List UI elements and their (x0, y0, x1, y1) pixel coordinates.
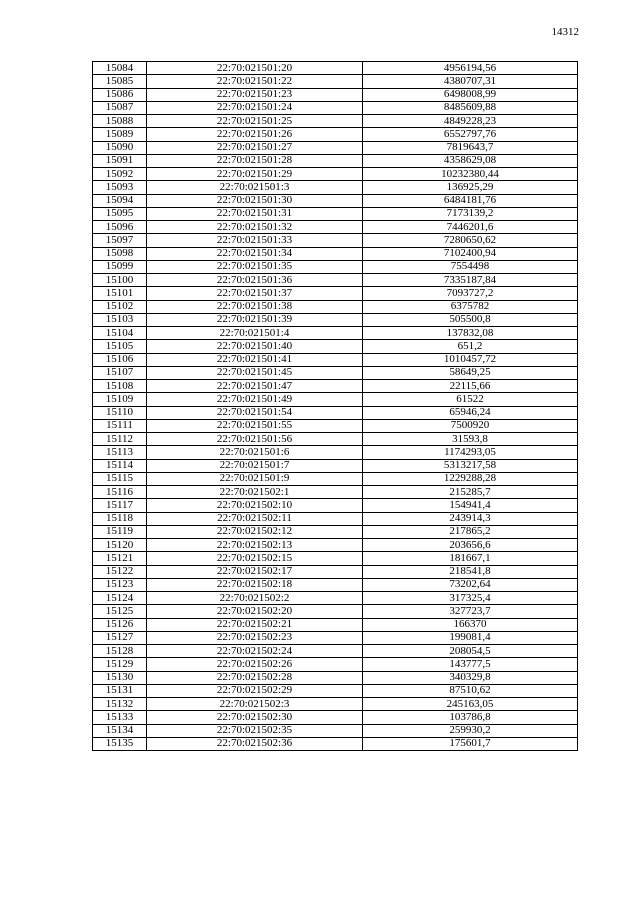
table-row (93, 115, 578, 128)
row-number-cell: 15118 (93, 512, 147, 525)
cadastral-number-cell: 22:70:021502:12 (147, 525, 363, 538)
row-number-cell: 15112 (93, 433, 147, 446)
table-row (93, 724, 578, 737)
table-row (93, 671, 578, 684)
row-number-cell: 15100 (93, 274, 147, 287)
cadastral-number-cell: 22:70:021501:31 (147, 207, 363, 220)
cadastral-number-cell: 22:70:021501:49 (147, 393, 363, 406)
cadastral-value-cell: 7093727,2 (363, 287, 578, 300)
cadastral-value-cell: 137832,08 (363, 327, 578, 340)
cadastral-value-cell: 1229288,28 (363, 472, 578, 485)
table-row (93, 274, 578, 287)
table-row (93, 645, 578, 658)
table-row (93, 512, 578, 525)
cadastral-value-cell: 5313217,58 (363, 459, 578, 472)
cadastral-number-cell: 22:70:021501:25 (147, 115, 363, 128)
cadastral-number-cell: 22:70:021502:35 (147, 724, 363, 737)
table-row (93, 618, 578, 631)
cadastral-value-cell: 1174293,05 (363, 446, 578, 459)
row-number-cell: 15132 (93, 698, 147, 711)
cadastral-number-cell: 22:70:021501:23 (147, 88, 363, 101)
row-number-cell: 15096 (93, 221, 147, 234)
row-number-cell: 15124 (93, 592, 147, 605)
table-row (93, 499, 578, 512)
cadastral-value-cell: 7335187,84 (363, 274, 578, 287)
cadastral-value-cell: 218541,8 (363, 565, 578, 578)
cadastral-number-cell: 22:70:021502:10 (147, 499, 363, 512)
cadastral-number-cell: 22:70:021502:23 (147, 631, 363, 644)
table-row (93, 592, 578, 605)
cadastral-value-cell: 22115,66 (363, 380, 578, 393)
row-number-cell: 15113 (93, 446, 147, 459)
table-row (93, 221, 578, 234)
cadastral-number-cell: 22:70:021501:30 (147, 194, 363, 207)
row-number-cell: 15098 (93, 247, 147, 260)
row-number-cell: 15125 (93, 605, 147, 618)
cadastral-number-cell: 22:70:021501:27 (147, 141, 363, 154)
cadastral-number-cell: 22:70:021501:3 (147, 181, 363, 194)
row-number-cell: 15111 (93, 419, 147, 432)
cadastral-value-cell: 6498008,99 (363, 88, 578, 101)
cadastral-value-cell: 166370 (363, 618, 578, 631)
cadastral-number-cell: 22:70:021501:41 (147, 353, 363, 366)
cadastral-value-cell: 217865,2 (363, 525, 578, 538)
row-number-cell: 15103 (93, 313, 147, 326)
cadastral-number-cell: 22:70:021502:17 (147, 565, 363, 578)
cadastral-number-cell: 22:70:021501:6 (147, 446, 363, 459)
cadastral-value-cell: 87510,62 (363, 684, 578, 697)
cadastral-value-cell: 6552797,76 (363, 128, 578, 141)
cadastral-number-cell: 22:70:021502:30 (147, 711, 363, 724)
table-row (93, 446, 578, 459)
row-number-cell: 15134 (93, 724, 147, 737)
cadastral-number-cell: 22:70:021501:28 (147, 154, 363, 167)
table-row (93, 605, 578, 618)
table-row (93, 247, 578, 260)
cadastral-number-cell: 22:70:021501:29 (147, 168, 363, 181)
table-row (93, 101, 578, 114)
cadastral-number-cell: 22:70:021502:1 (147, 486, 363, 499)
cadastral-number-cell: 22:70:021501:24 (147, 101, 363, 114)
cadastral-value-cell: 4358629,08 (363, 154, 578, 167)
cadastral-number-cell: 22:70:021501:35 (147, 260, 363, 273)
table-row (93, 154, 578, 167)
row-number-cell: 15093 (93, 181, 147, 194)
table-row (93, 406, 578, 419)
table-row (93, 62, 578, 75)
cadastral-value-cell: 7280650,62 (363, 234, 578, 247)
table-row (93, 433, 578, 446)
cadastral-number-cell: 22:70:021502:3 (147, 698, 363, 711)
row-number-cell: 15087 (93, 101, 147, 114)
table-body (93, 62, 578, 751)
row-number-cell: 15131 (93, 684, 147, 697)
cadastral-value-cell: 317325,4 (363, 592, 578, 605)
cadastral-value-cell: 505500,8 (363, 313, 578, 326)
row-number-cell: 15117 (93, 499, 147, 512)
row-number-cell: 15091 (93, 154, 147, 167)
cadastral-number-cell: 22:70:021501:40 (147, 340, 363, 353)
row-number-cell: 15106 (93, 353, 147, 366)
cadastral-number-cell: 22:70:021501:36 (147, 274, 363, 287)
row-number-cell: 15107 (93, 366, 147, 379)
table-row (93, 698, 578, 711)
cadastral-value-cell: 8485609,88 (363, 101, 578, 114)
cadastral-value-cell: 199081,4 (363, 631, 578, 644)
cadastral-number-cell: 22:70:021502:2 (147, 592, 363, 605)
cadastral-number-cell: 22:70:021501:37 (147, 287, 363, 300)
row-number-cell: 15109 (93, 393, 147, 406)
cadastral-number-cell: 22:70:021502:29 (147, 684, 363, 697)
row-number-cell: 15088 (93, 115, 147, 128)
table-row (93, 380, 578, 393)
table-row (93, 168, 578, 181)
cadastral-value-cell: 154941,4 (363, 499, 578, 512)
cadastral-value-table (92, 61, 578, 751)
row-number-cell: 15123 (93, 578, 147, 591)
cadastral-value-cell: 208054,5 (363, 645, 578, 658)
cadastral-number-cell: 22:70:021502:20 (147, 605, 363, 618)
table-row (93, 419, 578, 432)
table-row (93, 340, 578, 353)
row-number-cell: 15135 (93, 737, 147, 750)
table-row (93, 539, 578, 552)
cadastral-value-cell: 7554498 (363, 260, 578, 273)
row-number-cell: 15086 (93, 88, 147, 101)
table-row (93, 737, 578, 750)
row-number-cell: 15101 (93, 287, 147, 300)
cadastral-value-cell: 340329,8 (363, 671, 578, 684)
cadastral-number-cell: 22:70:021502:18 (147, 578, 363, 591)
cadastral-number-cell: 22:70:021502:36 (147, 737, 363, 750)
cadastral-number-cell: 22:70:021501:56 (147, 433, 363, 446)
cadastral-value-cell: 73202,64 (363, 578, 578, 591)
table-row (93, 658, 578, 671)
table-row (93, 711, 578, 724)
table-row (93, 181, 578, 194)
table-row (93, 287, 578, 300)
cadastral-value-cell: 4849228,23 (363, 115, 578, 128)
table-row (93, 300, 578, 313)
table-row (93, 631, 578, 644)
cadastral-value-cell: 203656,6 (363, 539, 578, 552)
table-row (93, 128, 578, 141)
cadastral-value-cell: 10232380,44 (363, 168, 578, 181)
table-row (93, 366, 578, 379)
cadastral-number-cell: 22:70:021501:54 (147, 406, 363, 419)
cadastral-value-cell: 7446201,6 (363, 221, 578, 234)
cadastral-number-cell: 22:70:021501:34 (147, 247, 363, 260)
row-number-cell: 15095 (93, 207, 147, 220)
table-row (93, 552, 578, 565)
cadastral-value-cell: 65946,24 (363, 406, 578, 419)
row-number-cell: 15114 (93, 459, 147, 472)
cadastral-number-cell: 22:70:021501:26 (147, 128, 363, 141)
cadastral-value-cell: 215285,7 (363, 486, 578, 499)
cadastral-number-cell: 22:70:021501:9 (147, 472, 363, 485)
row-number-cell: 15110 (93, 406, 147, 419)
row-number-cell: 15089 (93, 128, 147, 141)
table-row (93, 313, 578, 326)
row-number-cell: 15120 (93, 539, 147, 552)
row-number-cell: 15104 (93, 327, 147, 340)
cadastral-value-cell: 143777,5 (363, 658, 578, 671)
cadastral-value-cell: 259930,2 (363, 724, 578, 737)
cadastral-number-cell: 22:70:021501:33 (147, 234, 363, 247)
cadastral-value-cell: 243914,3 (363, 512, 578, 525)
cadastral-value-cell: 181667,1 (363, 552, 578, 565)
table-row (93, 75, 578, 88)
cadastral-number-cell: 22:70:021501:39 (147, 313, 363, 326)
row-number-cell: 15084 (93, 62, 147, 75)
cadastral-number-cell: 22:70:021501:7 (147, 459, 363, 472)
cadastral-number-cell: 22:70:021501:55 (147, 419, 363, 432)
cadastral-value-cell: 7500920 (363, 419, 578, 432)
cadastral-number-cell: 22:70:021501:20 (147, 62, 363, 75)
cadastral-value-cell: 4956194,56 (363, 62, 578, 75)
row-number-cell: 15116 (93, 486, 147, 499)
row-number-cell: 15097 (93, 234, 147, 247)
row-number-cell: 15102 (93, 300, 147, 313)
table-row (93, 525, 578, 538)
cadastral-number-cell: 22:70:021501:4 (147, 327, 363, 340)
cadastral-number-cell: 22:70:021502:15 (147, 552, 363, 565)
cadastral-value-cell: 4380707,31 (363, 75, 578, 88)
table-row (93, 486, 578, 499)
row-number-cell: 15099 (93, 260, 147, 273)
cadastral-value-cell: 245163,05 (363, 698, 578, 711)
cadastral-number-cell: 22:70:021502:13 (147, 539, 363, 552)
row-number-cell: 15105 (93, 340, 147, 353)
row-number-cell: 15108 (93, 380, 147, 393)
row-number-cell: 15129 (93, 658, 147, 671)
cadastral-value-cell: 58649,25 (363, 366, 578, 379)
row-number-cell: 15094 (93, 194, 147, 207)
cadastral-number-cell: 22:70:021501:22 (147, 75, 363, 88)
cadastral-number-cell: 22:70:021501:32 (147, 221, 363, 234)
cadastral-number-cell: 22:70:021502:21 (147, 618, 363, 631)
row-number-cell: 15133 (93, 711, 147, 724)
table-row (93, 684, 578, 697)
row-number-cell: 15130 (93, 671, 147, 684)
cadastral-number-cell: 22:70:021501:38 (147, 300, 363, 313)
cadastral-value-cell: 651,2 (363, 340, 578, 353)
cadastral-value-cell: 6375782 (363, 300, 578, 313)
table-row (93, 459, 578, 472)
cadastral-value-cell: 7173139,2 (363, 207, 578, 220)
table-row (93, 141, 578, 154)
table-row (93, 88, 578, 101)
row-number-cell: 15121 (93, 552, 147, 565)
cadastral-value-cell: 6484181,76 (363, 194, 578, 207)
page-number: 14312 (551, 26, 579, 38)
cadastral-number-cell: 22:70:021502:26 (147, 658, 363, 671)
cadastral-value-cell: 7819643,7 (363, 141, 578, 154)
table-row (93, 207, 578, 220)
cadastral-value-cell: 327723,7 (363, 605, 578, 618)
cadastral-number-cell: 22:70:021502:11 (147, 512, 363, 525)
cadastral-value-cell: 1010457,72 (363, 353, 578, 366)
row-number-cell: 15085 (93, 75, 147, 88)
row-number-cell: 15127 (93, 631, 147, 644)
table-row (93, 260, 578, 273)
cadastral-value-cell: 61522 (363, 393, 578, 406)
table-row (93, 194, 578, 207)
table-row (93, 565, 578, 578)
row-number-cell: 15092 (93, 168, 147, 181)
table-row (93, 472, 578, 485)
table-row (93, 234, 578, 247)
cadastral-value-cell: 136925,29 (363, 181, 578, 194)
cadastral-number-cell: 22:70:021501:45 (147, 366, 363, 379)
row-number-cell: 15090 (93, 141, 147, 154)
row-number-cell: 15119 (93, 525, 147, 538)
row-number-cell: 15122 (93, 565, 147, 578)
cadastral-value-cell: 175601,7 (363, 737, 578, 750)
cadastral-value-cell: 103786,8 (363, 711, 578, 724)
cadastral-value-cell: 31593,8 (363, 433, 578, 446)
row-number-cell: 15128 (93, 645, 147, 658)
cadastral-number-cell: 22:70:021502:28 (147, 671, 363, 684)
cadastral-value-cell: 7102400,94 (363, 247, 578, 260)
table-row (93, 578, 578, 591)
table-row (93, 327, 578, 340)
cadastral-number-cell: 22:70:021501:47 (147, 380, 363, 393)
row-number-cell: 15115 (93, 472, 147, 485)
table-row (93, 393, 578, 406)
cadastral-number-cell: 22:70:021502:24 (147, 645, 363, 658)
table-row (93, 353, 578, 366)
row-number-cell: 15126 (93, 618, 147, 631)
